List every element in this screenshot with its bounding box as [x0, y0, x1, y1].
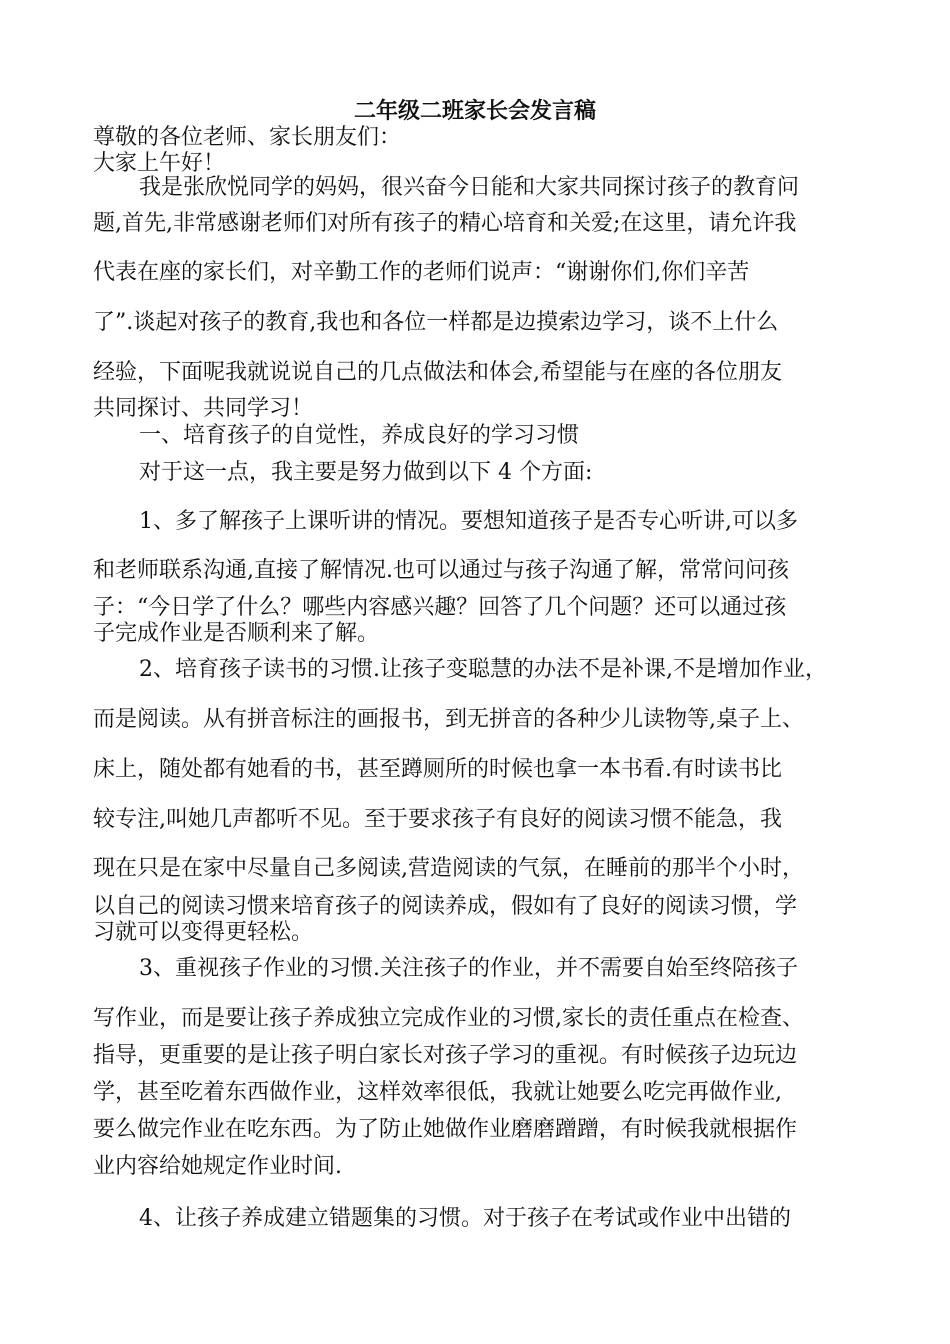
- text-line: 2、培育孩子读书的习惯.让孩子变聪慧的办法不是补课,不是增加作业，: [139, 657, 827, 682]
- text-line: 现在只是在家中尽量自己多阅读,营造阅读的气氛，在睡前的那半个小时，: [93, 856, 804, 881]
- text-line: 习就可以变得更轻松。: [93, 920, 314, 945]
- text-line: 题,首先,非常感谢老师们对所有孩子的精心培育和关爱;在这里，请允许我: [93, 211, 797, 236]
- text-line: 一、培育孩子的自觉性，养成良好的学习习惯: [139, 423, 580, 448]
- text-line: 业内容给她规定作业时间.: [93, 1154, 342, 1179]
- text-line: 大家上午好！: [93, 151, 226, 176]
- text-line: 代表在座的家长们，对辛勤工作的老师们说声：“谢谢你们,你们辛苦: [93, 260, 750, 285]
- text-line: 子：“今日学了什么？哪些内容感兴趣？回答了几个问题？还可以通过孩: [93, 595, 787, 620]
- text-line: 1、多了解孩子上课听讲的情况。要想知道孩子是否专心听讲,可以多: [139, 509, 798, 534]
- text-line: 而是阅读。从有拼音标注的画报书，到无拼音的各种少儿读物等,桌子上、: [93, 707, 804, 732]
- text-line: 以自己的阅读习惯来培育孩子的阅读养成，假如有了良好的阅读习惯，学: [93, 894, 798, 919]
- text-line: 床上，随处都有她看的书，甚至蹲厕所的时候也拿一本书看.有时读书比: [93, 757, 782, 782]
- text-line: 4、让孩子养成建立错题集的习惯。对于孩子在考试或作业中出错的: [139, 1206, 791, 1231]
- text-line: 共同探讨、共同学习！: [93, 396, 314, 421]
- text-line: 学，甚至吃着东西做作业，这样效率很低，我就让她要么吃完再做作业,: [93, 1080, 782, 1105]
- text-line: 对于这一点，我主要是努力做到以下 4 个方面:: [139, 460, 593, 485]
- text-line: 和老师联系沟通,直接了解情况.也可以通过与孩子沟通了解，常常问问孩: [93, 558, 789, 583]
- text-line: 我是张欣悦同学的妈妈，很兴奋今日能和大家共同探讨孩子的教育问: [139, 175, 800, 200]
- text-line: 经验，下面呢我就说说自己的几点做法和体会,希望能与在座的各位朋友: [93, 360, 782, 385]
- text-line: 较专注,叫她几声都听不见。至于要求孩子有良好的阅读习惯不能急，我: [93, 807, 782, 832]
- text-line: 指导，更重要的是让孩子明白家长对孩子学习的重视。有时候孩子边玩边: [93, 1043, 798, 1068]
- text-line: 写作业，而是要让孩子养成独立完成作业的习惯,家长的责任重点在检查、: [93, 1006, 804, 1031]
- text-line: 要么做完作业在吃东西。为了防止她做作业磨磨蹭蹭，有时候我就根据作: [93, 1117, 798, 1142]
- text-line: 3、重视孩子作业的习惯.关注孩子的作业，并不需要自始至终陪孩子: [139, 956, 798, 981]
- document-title: 二年级二班家长会发言稿: [353, 98, 596, 124]
- text-line: 了”.谈起对孩子的教育,我也和各位一样都是边摸索边学习，谈不上什么: [93, 310, 779, 335]
- text-line: 子完成作业是否顺利来了解。: [93, 621, 380, 646]
- text-line: 尊敬的各位老师、家长朋友们：: [93, 125, 402, 150]
